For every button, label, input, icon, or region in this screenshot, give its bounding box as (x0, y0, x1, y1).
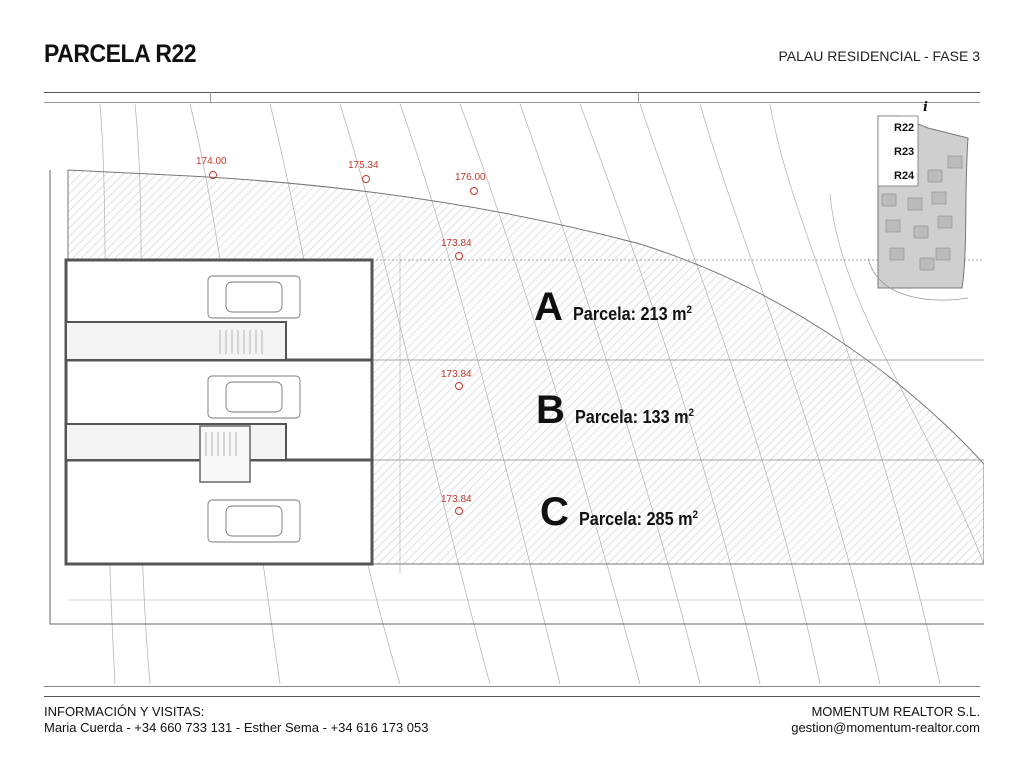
parcel-letter: A (534, 285, 563, 329)
level-point-icon (470, 187, 478, 195)
frame-tick (210, 92, 211, 102)
header-divider-secondary (44, 102, 980, 103)
key-map (868, 108, 980, 304)
site-plan (40, 104, 984, 684)
footer-contact (44, 704, 428, 736)
parcel-b-label (536, 388, 707, 433)
level-point-icon (455, 382, 463, 390)
building-walls (66, 260, 372, 564)
info-title: INFORMACIÓN Y VISITAS: (44, 704, 205, 719)
level-marker: 174.00 (196, 156, 227, 167)
parcel-area: Parcela: 213 $m^2$ (572, 304, 692, 324)
info-icon: i (923, 100, 928, 115)
level-marker: 173.84 (441, 238, 472, 249)
keymap-label-r22: R22 (894, 122, 915, 134)
level-point-icon (455, 252, 463, 260)
company-name: MOMENTUM REALTOR S.L. (811, 704, 980, 719)
level-point-icon (209, 171, 217, 179)
parcel-c-label (540, 490, 711, 535)
contact-phones: Maria Cuerda - +34 660 733 131 - Esther Sema - +34 616 173 053 (44, 720, 429, 735)
footer-company (791, 704, 980, 736)
site-plan-drawing (40, 104, 984, 684)
header-divider (44, 92, 980, 93)
key-map-drawing (868, 108, 980, 304)
footer-divider (44, 686, 980, 687)
parcel-letter: B (536, 388, 565, 432)
keymap-label-r24: R24 (894, 170, 915, 182)
level-point-icon (362, 175, 370, 183)
parcel-letter: C (540, 490, 569, 534)
keymap-label-r23: R23 (894, 146, 915, 158)
parcel-area: Parcela: 285 $m^2$ (578, 509, 698, 529)
level-marker: 173.84 (441, 494, 472, 505)
parcel-area: Parcela: 133 $m^2$ (574, 407, 694, 427)
frame-tick (638, 92, 639, 102)
project-subtitle: PALAU RESIDENCIAL - FASE 3 (778, 48, 980, 64)
footer-divider-secondary (44, 696, 980, 697)
level-marker: 175.34 (348, 160, 379, 171)
level-marker: 173.84 (441, 369, 472, 380)
company-email[interactable]: gestion@momentum-realtor.com (791, 720, 980, 735)
page-title: PARCELA R22 (44, 40, 197, 68)
parcel-a-label (534, 285, 705, 330)
level-marker: 176.00 (455, 172, 486, 183)
level-point-icon (455, 507, 463, 515)
